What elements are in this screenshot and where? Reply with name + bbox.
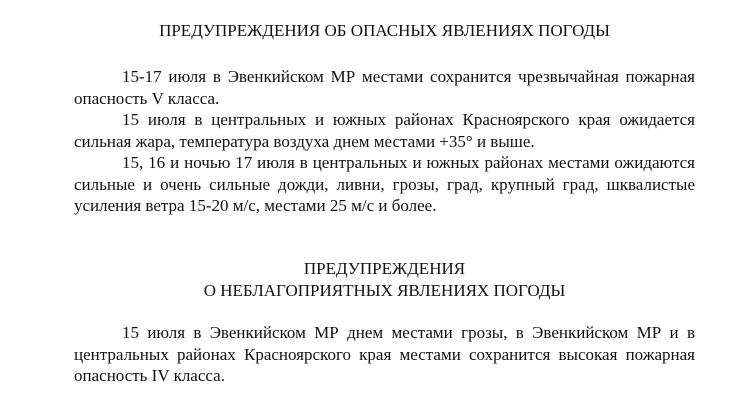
section2-title: [74, 258, 695, 302]
section2-paragraph-1: 15 июля в Эвенкийском МР днем местами грозы, в Эвенкийском МР и в центральных районах Красноярского края местами сохранится высокая пожарная опасность IV класса.: [74, 323, 695, 385]
section1-body: [74, 66, 695, 217]
section1-paragraph-1: 15-17 июля в Эвенкийском МР местами сохранится чрезвычайная пожарная опасность V класса.: [74, 67, 695, 108]
section1-title: ПРЕДУПРЕЖДЕНИЯ ОБ ОПАСНЫХ ЯВЛЕНИЯХ ПОГОДЫ: [159, 21, 610, 40]
section2-body: [74, 322, 695, 387]
section2-title-line1: ПРЕДУПРЕЖДЕНИЯ: [303, 259, 466, 278]
section2-title-line2: О НЕБЛАГОПРИЯТНЫХ ЯВЛЕНИЯХ ПОГОДЫ: [203, 281, 566, 300]
section1-paragraph-2: 15 июля в центральных и южных районах Красноярского края ожидается сильная жара, температура воздуха днем местами +35° и выше.: [74, 110, 695, 151]
section1-paragraph-3: 15, 16 и ночью 17 июля в центральных и южных районах местами ожидаются сильные и очень сильные дожди, ливни, грозы, град, крупный град, шквалистые усиления ветра 15-20 м/с, местами 25 м/с и более.: [74, 153, 695, 215]
